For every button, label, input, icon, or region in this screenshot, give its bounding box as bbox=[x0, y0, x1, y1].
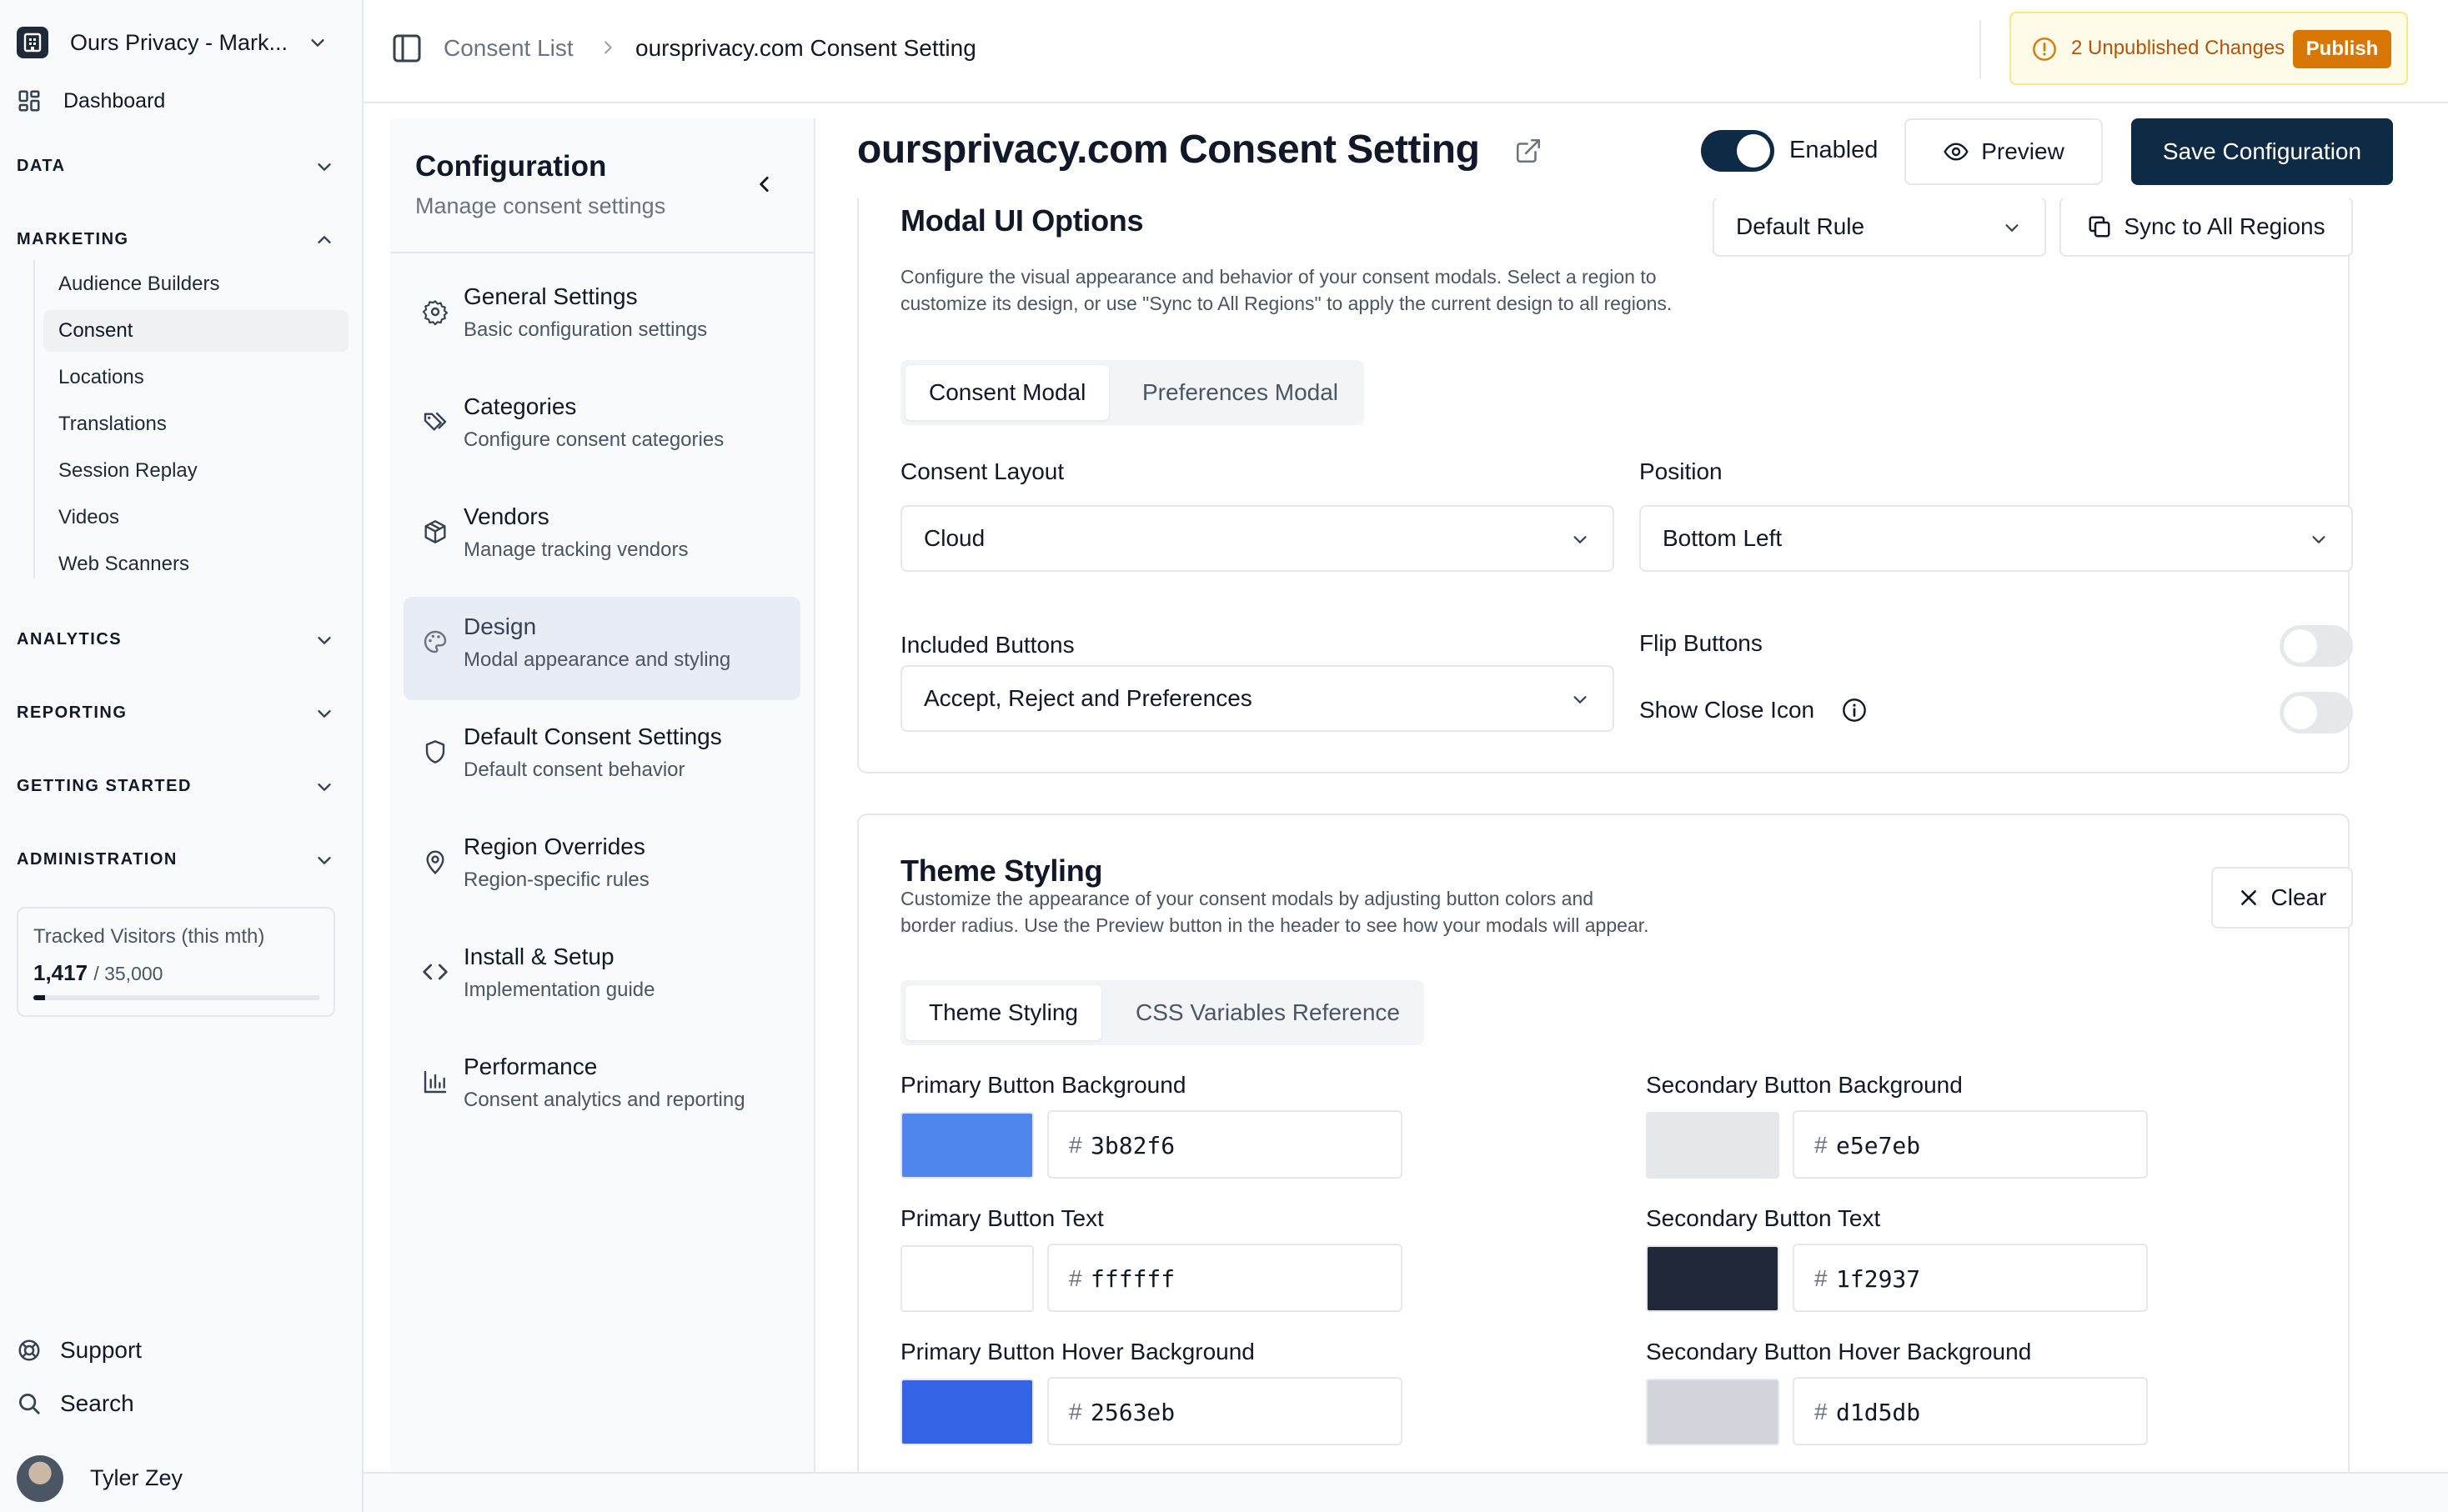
select-value: Default Rule bbox=[1736, 213, 1865, 239]
primary-bg-swatch[interactable] bbox=[900, 1112, 1034, 1179]
map-pin-icon bbox=[422, 849, 449, 875]
nav-desc: Basic configuration settings bbox=[464, 318, 708, 341]
hex-value: ffffff bbox=[1091, 1265, 1176, 1293]
secondary-bg-swatch[interactable] bbox=[1646, 1112, 1779, 1179]
tracked-visitors-max: / 35,000 bbox=[93, 963, 163, 984]
nav-desc: Configure consent categories bbox=[464, 428, 725, 451]
sidebar-item-locations[interactable]: Locations bbox=[58, 366, 144, 388]
search-icon bbox=[17, 1391, 42, 1416]
hex-value: 3b82f6 bbox=[1091, 1132, 1176, 1159]
copy-icon bbox=[2087, 214, 2112, 239]
chevron-down-icon bbox=[315, 158, 334, 176]
nav-default-consent-settings[interactable] bbox=[404, 707, 800, 810]
secondary-hover-label: Secondary Button Hover Background bbox=[1646, 1339, 2032, 1364]
primary-hover-hex-input[interactable] bbox=[1047, 1377, 1402, 1445]
configuration-panel bbox=[390, 118, 815, 1472]
nav-label: Design bbox=[464, 613, 537, 639]
nav-general-settings[interactable] bbox=[404, 267, 800, 370]
config-title: Configuration bbox=[415, 150, 607, 183]
hash-prefix: # bbox=[1069, 1265, 1082, 1291]
theme-tabs bbox=[900, 980, 1424, 1045]
sync-all-regions-button[interactable] bbox=[2059, 197, 2353, 257]
chevron-down-icon bbox=[2310, 530, 2328, 548]
nav-label: Default Consent Settings bbox=[464, 723, 722, 749]
sidebar-item-translations[interactable]: Translations bbox=[58, 413, 167, 435]
nav-label: Region Overrides bbox=[464, 834, 645, 859]
sidebar-item-audience-builders[interactable]: Audience Builders bbox=[58, 273, 220, 295]
bar-chart-icon bbox=[422, 1069, 449, 1095]
consent-layout-label: Consent Layout bbox=[900, 458, 1065, 484]
secondary-bg-hex-input[interactable] bbox=[1793, 1110, 2148, 1179]
section-label: MARKETING bbox=[17, 230, 129, 248]
enabled-toggle[interactable] bbox=[1701, 130, 1774, 172]
tracked-visitors-progress bbox=[33, 995, 320, 1000]
primary-bg-hex-input[interactable] bbox=[1047, 1110, 1402, 1179]
theme-styling-title: Theme Styling bbox=[900, 854, 1103, 888]
show-close-icon-label: Show Close Icon bbox=[1639, 697, 1815, 723]
chevron-down-icon bbox=[2003, 218, 2021, 237]
sidebar-item-label: Support bbox=[60, 1337, 143, 1363]
tracked-visitors-progress-fill bbox=[33, 995, 45, 1000]
sidebar-item-label: Dashboard bbox=[63, 88, 166, 113]
enabled-label: Enabled bbox=[1789, 137, 1879, 163]
modal-type-tabs bbox=[900, 360, 1364, 425]
consent-layout-select[interactable] bbox=[900, 505, 1614, 572]
chevron-up-icon bbox=[315, 231, 334, 249]
chevron-down-icon[interactable] bbox=[309, 33, 327, 52]
desc-line: Configure the visual appearance and behavior of your consent modals. Select a region to bbox=[900, 266, 1657, 288]
tracked-visitors-label: Tracked Visitors (this mth) bbox=[33, 925, 265, 948]
sidebar-item-search[interactable] bbox=[17, 1390, 134, 1417]
section-label: REPORTING bbox=[17, 703, 128, 722]
nav-desc: Consent analytics and reporting bbox=[464, 1089, 745, 1111]
hex-value: e5e7eb bbox=[1836, 1132, 1921, 1159]
show-close-icon-toggle[interactable] bbox=[2280, 692, 2353, 733]
section-administration[interactable] bbox=[17, 850, 334, 869]
page-title: oursprivacy.com Consent Setting bbox=[857, 128, 1480, 172]
button-label: Preview bbox=[1981, 138, 2064, 164]
secondary-bg-label: Secondary Button Background bbox=[1646, 1072, 1963, 1098]
sidebar-item-support[interactable] bbox=[17, 1337, 142, 1364]
breadcrumb-current: oursprivacy.com Consent Setting bbox=[635, 35, 976, 61]
external-link-icon[interactable] bbox=[1514, 137, 1543, 165]
nav-region-overrides[interactable] bbox=[404, 817, 800, 920]
hash-prefix: # bbox=[1814, 1399, 1828, 1424]
select-value: Accept, Reject and Preferences bbox=[924, 685, 1252, 711]
select-value: Bottom Left bbox=[1663, 525, 1783, 551]
desc-line: Customize the appearance of your consent modals by adjusting button colors and bbox=[900, 888, 1594, 909]
tracked-visitors-value bbox=[33, 960, 163, 986]
primary-text-hex-input[interactable] bbox=[1047, 1244, 1402, 1312]
section-reporting[interactable] bbox=[17, 703, 334, 723]
modal-ui-card bbox=[857, 163, 2350, 774]
primary-hover-swatch[interactable] bbox=[900, 1379, 1034, 1445]
nav-desc: Modal appearance and styling bbox=[464, 648, 731, 671]
breadcrumb-parent[interactable]: Consent List bbox=[444, 35, 574, 61]
primary-text-swatch[interactable] bbox=[900, 1245, 1034, 1312]
chevron-down-icon bbox=[315, 778, 334, 796]
tracked-visitors-card bbox=[17, 907, 335, 1017]
section-marketing[interactable] bbox=[17, 230, 334, 249]
chevron-down-icon bbox=[315, 631, 334, 649]
nav-label: General Settings bbox=[464, 283, 638, 309]
header-divider bbox=[1979, 20, 1981, 78]
chevron-down-icon bbox=[1571, 530, 1589, 548]
close-icon bbox=[2238, 887, 2260, 909]
tracked-visitors-count: 1,417 bbox=[33, 960, 88, 985]
hash-prefix: # bbox=[1814, 1132, 1828, 1158]
eye-icon bbox=[1943, 138, 1969, 165]
section-label: ADMINISTRATION bbox=[17, 850, 178, 869]
hex-value: 2563eb bbox=[1091, 1399, 1176, 1426]
sidebar-item-videos[interactable]: Videos bbox=[58, 506, 119, 528]
section-label: ANALYTICS bbox=[17, 630, 123, 648]
select-value: Cloud bbox=[924, 525, 986, 551]
nav-vendors[interactable] bbox=[404, 487, 800, 590]
nav-desc: Manage tracking vendors bbox=[464, 538, 689, 561]
nav-label: Performance bbox=[464, 1054, 598, 1079]
preview-button[interactable] bbox=[1904, 118, 2103, 185]
sidebar-item-label: Search bbox=[60, 1390, 134, 1416]
nav-design[interactable] bbox=[404, 597, 800, 700]
flip-buttons-toggle[interactable] bbox=[2280, 625, 2353, 667]
desc-line: border radius. Use the Preview button in the header to see how your modals will appear. bbox=[900, 914, 1649, 936]
config-subtitle: Manage consent settings bbox=[415, 193, 666, 218]
hash-prefix: # bbox=[1069, 1399, 1082, 1424]
nav-desc: Default consent behavior bbox=[464, 759, 685, 781]
nav-performance[interactable] bbox=[404, 1037, 800, 1140]
tags-icon bbox=[422, 408, 449, 435]
nav-desc: Region-specific rules bbox=[464, 869, 650, 891]
config-divider bbox=[390, 252, 815, 253]
primary-text-label: Primary Button Text bbox=[900, 1205, 1104, 1231]
top-header bbox=[364, 0, 2448, 103]
secondary-text-swatch[interactable] bbox=[1646, 1245, 1779, 1312]
nav-label: Categories bbox=[464, 393, 577, 419]
toggle-knob bbox=[1737, 134, 1770, 168]
toggle-knob bbox=[2284, 629, 2317, 663]
chevron-down-icon bbox=[315, 704, 334, 723]
section-data[interactable] bbox=[17, 157, 334, 176]
unpublished-changes-banner bbox=[2009, 12, 2408, 85]
section-getting-started[interactable] bbox=[17, 777, 334, 796]
secondary-hover-hex-input[interactable] bbox=[1793, 1377, 2148, 1445]
position-label: Position bbox=[1639, 458, 1723, 484]
avatar[interactable] bbox=[17, 1455, 63, 1502]
gear-icon bbox=[422, 298, 449, 325]
theme-styling-card bbox=[857, 814, 2350, 1497]
hash-prefix: # bbox=[1069, 1132, 1082, 1158]
modal-ui-title: Modal UI Options bbox=[900, 203, 1144, 238]
publish-button[interactable]: Publish bbox=[2293, 30, 2391, 68]
theme-styling-description bbox=[900, 885, 1649, 939]
box-icon bbox=[422, 518, 449, 545]
desc-line: customize its design, or use "Sync to All Regions" to apply the current design to all regions. bbox=[900, 293, 1673, 314]
shield-icon bbox=[422, 738, 449, 765]
nav-install-setup[interactable] bbox=[404, 927, 800, 1030]
primary-hover-label: Primary Button Hover Background bbox=[900, 1339, 1255, 1364]
section-label: GETTING STARTED bbox=[17, 777, 192, 795]
sidebar-toggle-icon[interactable] bbox=[390, 32, 424, 65]
included-buttons-label: Included Buttons bbox=[900, 632, 1075, 658]
save-configuration-button[interactable]: Save Configuration bbox=[2131, 118, 2393, 185]
sidebar-item-consent[interactable]: Consent bbox=[43, 310, 349, 352]
unpublished-changes-text: 2 Unpublished Changes bbox=[2071, 37, 2285, 59]
button-label: Sync to All Regions bbox=[2124, 213, 2325, 239]
position-select[interactable] bbox=[1639, 505, 2353, 572]
nav-categories[interactable] bbox=[404, 377, 800, 480]
workspace-logo-icon[interactable] bbox=[17, 27, 48, 58]
tab-css-variables-reference[interactable]: CSS Variables Reference bbox=[1136, 999, 1400, 1025]
tab-preferences-modal[interactable]: Preferences Modal bbox=[1142, 379, 1339, 405]
sidebar-item-session-replay[interactable]: Session Replay bbox=[58, 459, 198, 482]
hash-prefix: # bbox=[1814, 1265, 1828, 1291]
workspace-name[interactable]: Ours Privacy - Mark... bbox=[70, 30, 288, 55]
chevron-right-icon bbox=[599, 38, 617, 57]
secondary-text-label: Secondary Button Text bbox=[1646, 1205, 1881, 1231]
tab-theme-styling[interactable]: Theme Styling bbox=[905, 985, 1101, 1040]
life-buoy-icon bbox=[17, 1338, 42, 1363]
collapse-panel-icon[interactable] bbox=[754, 173, 775, 195]
primary-bg-label: Primary Button Background bbox=[900, 1072, 1186, 1098]
user-name[interactable]: Tyler Zey bbox=[90, 1465, 183, 1490]
code-icon bbox=[422, 959, 449, 985]
tab-consent-modal[interactable]: Consent Modal bbox=[905, 365, 1109, 420]
app-sidebar bbox=[0, 0, 364, 1512]
secondary-text-hex-input[interactable] bbox=[1793, 1244, 2148, 1312]
button-label: Clear bbox=[2270, 884, 2327, 910]
clear-button[interactable] bbox=[2211, 867, 2353, 929]
flip-buttons-label: Flip Buttons bbox=[1639, 630, 1763, 656]
section-label: DATA bbox=[17, 157, 66, 175]
region-rule-select[interactable] bbox=[1713, 197, 2046, 257]
chevron-down-icon bbox=[315, 851, 334, 869]
content-bottom-edge bbox=[364, 1472, 2448, 1512]
hex-value: 1f2937 bbox=[1836, 1265, 1921, 1293]
alert-circle-icon bbox=[2031, 36, 2058, 63]
section-analytics[interactable] bbox=[17, 630, 334, 649]
sidebar-item-web-scanners[interactable]: Web Scanners bbox=[58, 553, 189, 575]
nav-label: Vendors bbox=[464, 503, 549, 529]
nav-desc: Implementation guide bbox=[464, 979, 655, 1001]
hex-value: d1d5db bbox=[1836, 1399, 1921, 1426]
secondary-hover-swatch[interactable] bbox=[1646, 1379, 1779, 1445]
palette-icon bbox=[422, 628, 449, 655]
dashboard-icon bbox=[17, 88, 42, 113]
sidebar-item-dashboard[interactable] bbox=[17, 88, 165, 113]
modal-ui-description bbox=[900, 263, 1672, 317]
info-icon[interactable] bbox=[1841, 697, 1868, 723]
nav-label: Install & Setup bbox=[464, 944, 615, 969]
included-buttons-select[interactable] bbox=[900, 665, 1614, 732]
toggle-knob bbox=[2284, 696, 2317, 729]
chevron-down-icon bbox=[1571, 690, 1589, 708]
submenu-line bbox=[33, 260, 35, 578]
